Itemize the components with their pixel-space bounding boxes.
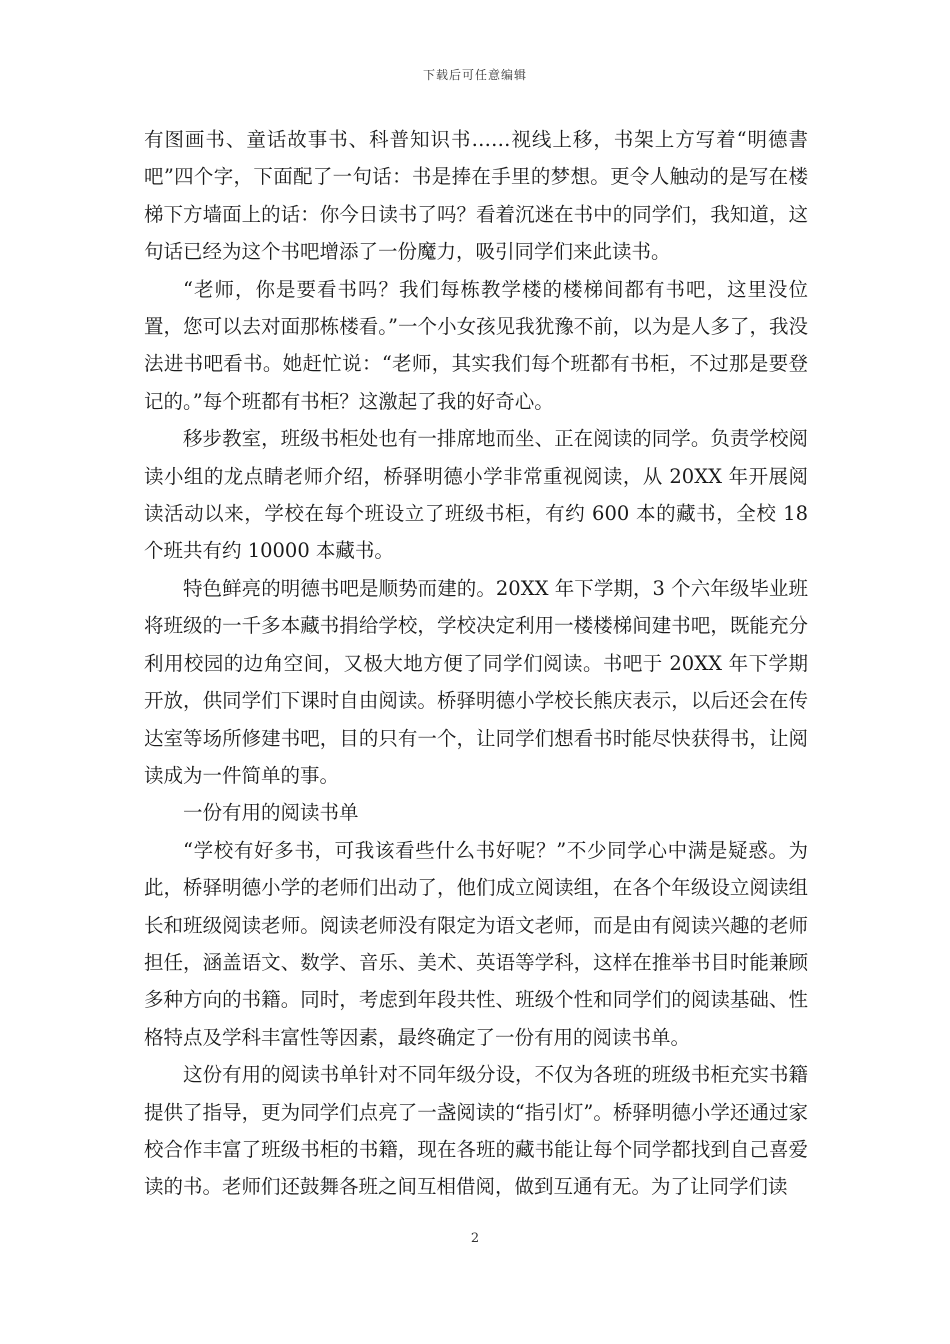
page-header: 下载后可任意编辑 [422,68,527,82]
document-body [144,121,808,1206]
section-heading: 一份有用的阅读书单 [183,801,359,825]
paragraph-1: 有图画书、童话故事书、科普知识书……视线上移，书架上方写着“明德書吧”四个字，下面配了一句话：书是捧在手里的梦想。更令人触动的是写在楼梯下方墙面上的话：你今日读书了吗？看着沉迷在书中的同学们，我知道，这句话已经为这个书吧增添了一份魔力，吸引同学们来此读书。 [144,128,808,264]
paragraph-6: 这份有用的阅读书单针对不同年级分设，不仅为各班的班级书柜充实书籍提供了指导，更为同学们点亮了一盏阅读的“指引灯”。桥驿明德小学还通过家校合作丰富了班级书柜的书籍，现在各班的藏书能让每个同学都找到自己喜爱读的书。老师们还鼓舞各班之间互相借阅，做到互通有无。为了让同学们读 [144,1063,808,1199]
paragraph-3: 移步教室，班级书柜处也有一排席地而坐、正在阅读的同学。负责学校阅读小组的龙点睛老师介绍，桥驿明德小学非常重视阅读，从 20XX 年开展阅读活动以来，学校在每个班设立了班级书柜，有约 600 本的藏书，全校 18 个班共有约 10000 本藏书。 [144,427,808,563]
page-number: 2 [470,1231,480,1246]
paragraph-2: “老师，你是要看书吗？我们每栋教学楼的楼梯间都有书吧，这里没位置，您可以去对面那栋楼看。”一个小女孩见我犹豫不前，以为是人多了，我没法进书吧看书。她赶忙说：“老师，其实我们每个班都有书柜，不过那是要登记的。”每个班都有书柜？这激起了我的好奇心。 [144,277,808,413]
paragraph-5: “学校有好多书，可我该看些什么书好呢？”不少同学心中满是疑惑。为此，桥驿明德小学的老师们出动了，他们成立阅读组，在各个年级设立阅读组长和班级阅读老师。阅读老师没有限定为语文老师，而是由有阅读兴趣的老师担任，涵盖语文、数学、音乐、美术、英语等学科，这样在推举书目时能兼顾多种方向的书籍。同时，考虑到年段共性、班级个性和同学们的阅读基础、性格特点及学科丰富性等因素，最终确定了一份有用的阅读书单。 [144,838,808,1049]
paragraph-4: 特色鲜亮的明德书吧是顺势而建的。20XX 年下学期，3 个六年级毕业班将班级的一千多本藏书捐给学校，学校决定利用一楼楼梯间建书吧，既能充分利用校园的边角空间，又极大地方便了同学们阅读。书吧于 20XX 年下学期开放，供同学们下课时自由阅读。桥驿明德小学校长熊庆表示，以后还会在传达室等场所修建书吧，目的只有一个，让同学们想看书时能尽快获得书，让阅读成为一件简单的事。 [144,576,808,787]
